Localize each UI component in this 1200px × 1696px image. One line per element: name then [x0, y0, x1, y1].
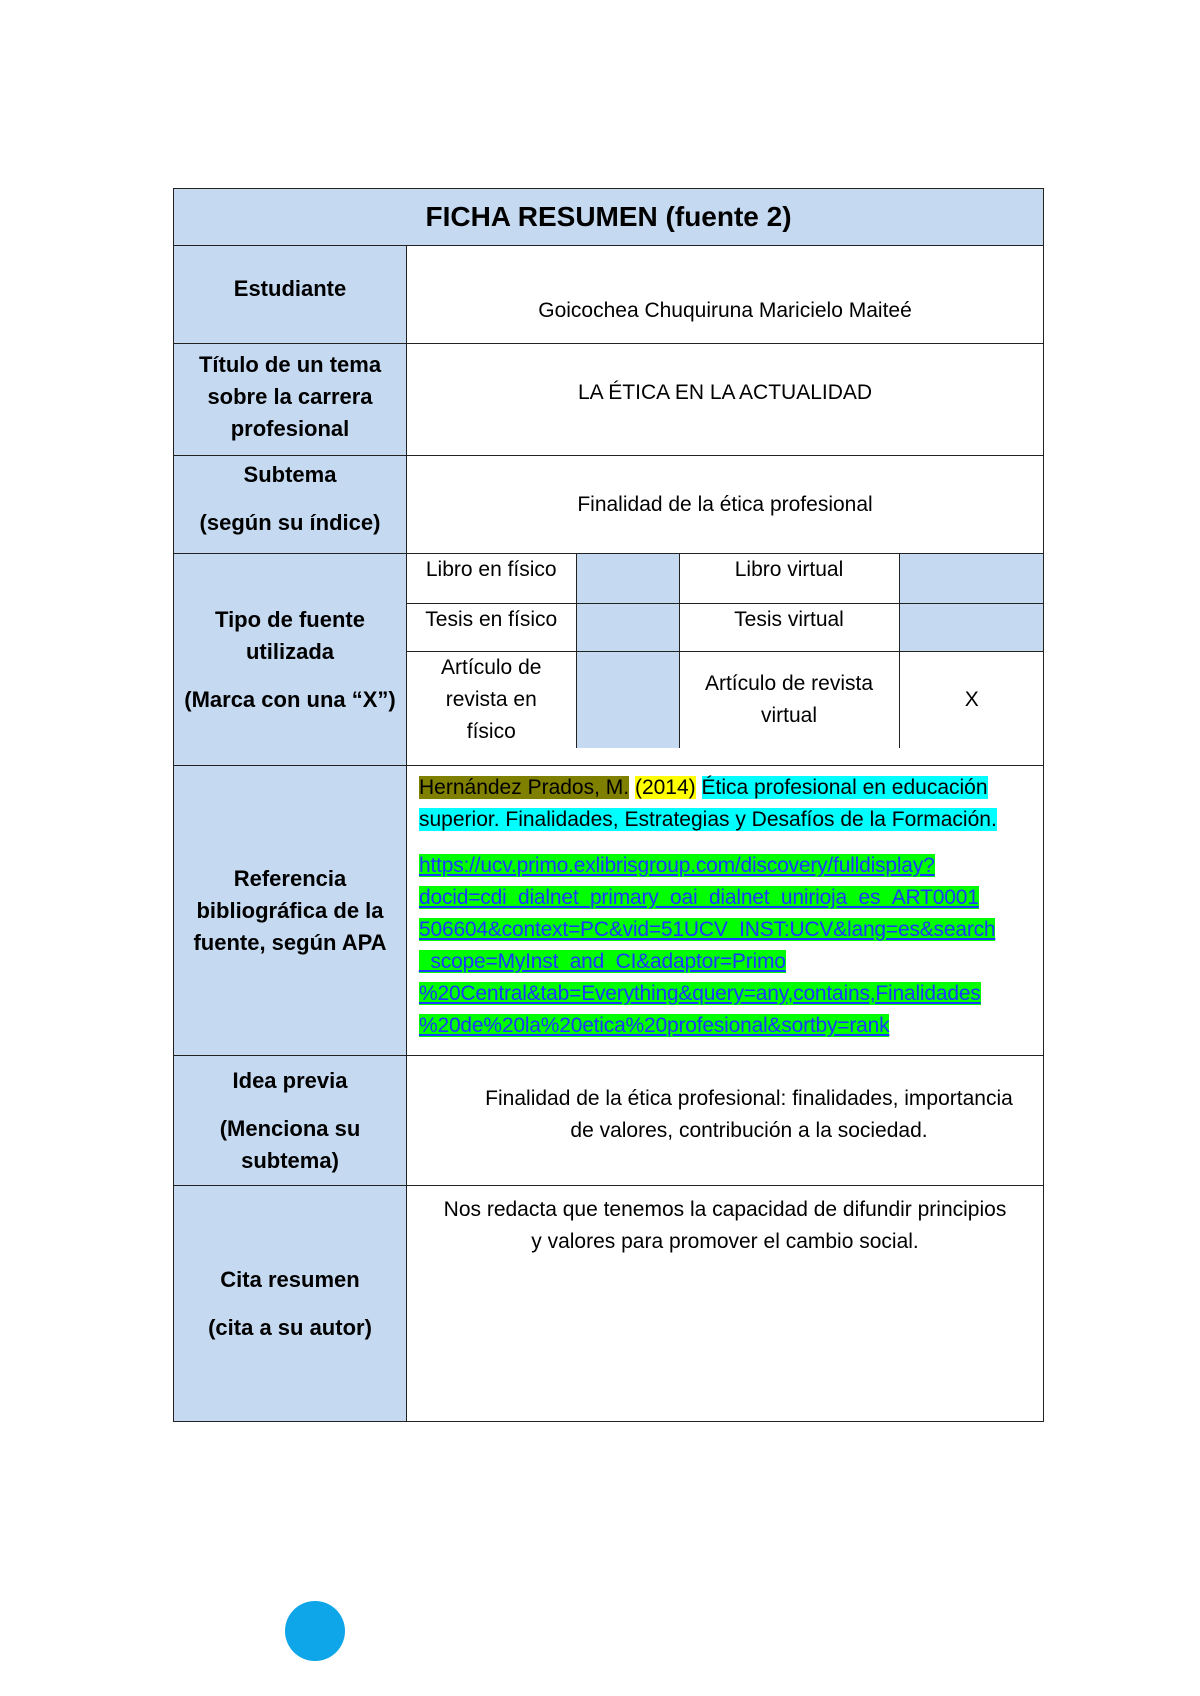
cita-resumen-label: Cita resumen (cita a su autor) [174, 1186, 407, 1422]
reference-title-line1: Ética profesional en educación [701, 776, 988, 799]
referencia-value [407, 766, 1044, 1056]
reference-year: (2014) [634, 776, 696, 799]
mark-tesis-fisico [576, 603, 679, 651]
reference-title-line2: superior. Finalidades, Estrategias y Desafíos de la Formación. [419, 808, 997, 831]
option-libro-virtual: Libro virtual [679, 554, 899, 603]
mark-tesis-virtual [899, 603, 1044, 651]
mark-libro-virtual [899, 554, 1044, 603]
option-tesis-fisico: Tesis en físico [407, 603, 576, 651]
page-marker-dot [285, 1601, 345, 1661]
cita-resumen-value: Nos redacta que tenemos la capacidad de difundir principios y valores para promover el cambio social. [407, 1186, 1044, 1422]
idea-previa-label: Idea previa (Menciona su subtema) [174, 1056, 407, 1186]
mark-articulo-fisico [576, 651, 679, 748]
tipo-fuente-grid [407, 554, 1044, 766]
titulo-tema-label: Título de un tema sobre la carrera profesional [174, 344, 407, 456]
option-articulo-virtual: Artículo de revista virtual [679, 651, 899, 748]
estudiante-value: Goicochea Chuquiruna Maricielo Maiteé [407, 246, 1044, 344]
subtema-value: Finalidad de la ética profesional [407, 456, 1044, 554]
option-articulo-fisico: Artículo de revista en físico [407, 651, 576, 748]
tipo-fuente-label: Tipo de fuente utilizada (Marca con una “X”) [174, 554, 407, 766]
titulo-tema-value: LA ÉTICA EN LA ACTUALIDAD [407, 344, 1044, 456]
mark-libro-fisico [576, 554, 679, 603]
reference-url-link[interactable]: https://ucv.primo.exlibrisgroup.com/discovery/fulldisplay? docid=cdi_dialnet_primary_oai_dialnet_unirioja_es_ART0001 506604&context=PC&vid=51UCV_INST:UCV&lang=es&search _scope=MyInst_and_CI&adaptor=Primo %20Central&tab=Everything&query=any,contains,Finalidades %20de%20la%20etica%20profesional&sortby=rank [419, 854, 996, 1037]
estudiante-label: Estudiante [174, 246, 407, 344]
tipo-fuente-options [407, 554, 1044, 748]
ficha-resumen-table [173, 188, 1044, 1422]
mark-articulo-virtual: X [899, 651, 1044, 748]
idea-previa-value: Finalidad de la ética profesional: finalidades, importancia de valores, contribución a la sociedad. [407, 1056, 1044, 1186]
ficha-title: FICHA RESUMEN (fuente 2) [174, 189, 1044, 246]
option-tesis-virtual: Tesis virtual [679, 603, 899, 651]
subtema-label: Subtema (según su índice) [174, 456, 407, 554]
option-libro-fisico: Libro en físico [407, 554, 576, 603]
referencia-label: Referencia bibliográfica de la fuente, según APA [174, 766, 407, 1056]
reference-author: Hernández Prados, M. [419, 776, 630, 799]
